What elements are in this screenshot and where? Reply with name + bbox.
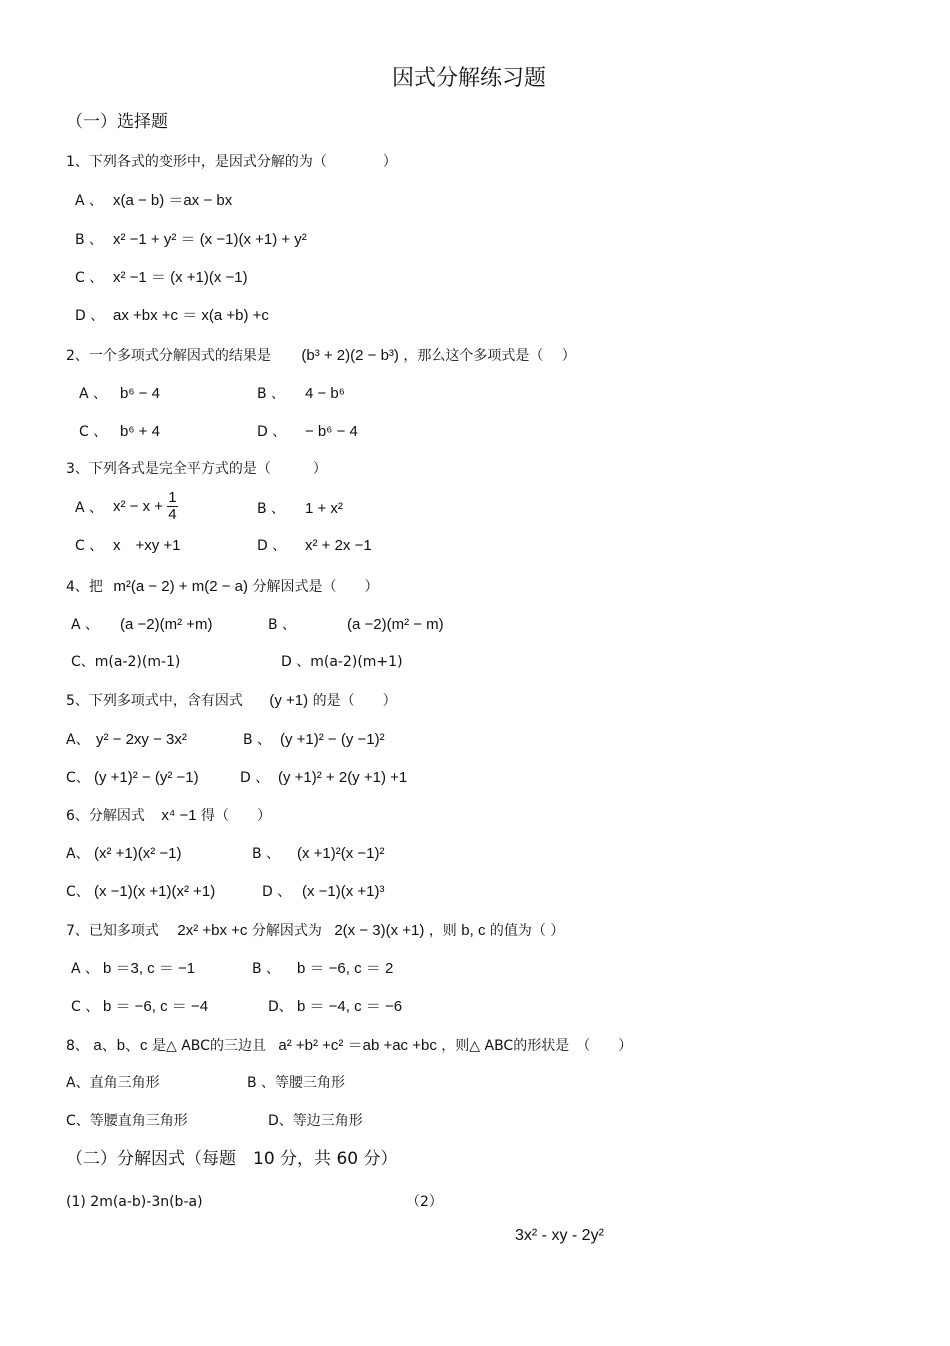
problem-2-label: （2） bbox=[406, 1194, 443, 1210]
question-1-stem: 1、下列各式的变形中，是因式分解的为（ ） bbox=[66, 154, 397, 170]
question-2-stem bbox=[66, 348, 576, 363]
q6-option-b-label: B 、 bbox=[252, 846, 281, 862]
q7-stem-variables: b, c bbox=[461, 922, 486, 939]
q1-option-c: x² −1 ＝ (x +1)(x −1) bbox=[113, 269, 248, 286]
q1-option-d: ax +bx +c ＝ x(a +b) +c bbox=[113, 307, 269, 324]
q6-option-a-label: A、 bbox=[66, 846, 90, 862]
q6-option-c: (x −1)(x +1)(x² +1) bbox=[94, 883, 216, 900]
q2-option-d: − b⁶ − 4 bbox=[305, 423, 358, 440]
question-7-stem bbox=[66, 923, 564, 938]
q6-option-a: (x² +1)(x² −1) bbox=[94, 845, 182, 862]
q4-option-c: C、m(a-2)(m-1) bbox=[71, 654, 181, 670]
q1-option-b-label: B 、 bbox=[75, 232, 104, 248]
problem-2-expression: 3x² - xy - 2y² bbox=[515, 1227, 604, 1244]
q3-option-d-label: D 、 bbox=[257, 538, 287, 554]
q1-option-a-label: A 、 bbox=[75, 193, 104, 209]
q3-option-a-fraction bbox=[167, 490, 177, 523]
q2-option-b: 4 − b⁶ bbox=[305, 385, 345, 402]
page-title: 因式分解练习题 bbox=[392, 66, 547, 91]
question-3-stem: 3、下列各式是完全平方式的是（ ） bbox=[66, 461, 327, 477]
q1-option-c-label: C 、 bbox=[75, 270, 104, 286]
q4-option-a-label: A 、 bbox=[71, 617, 100, 633]
q5-stem-text: 5、下列多项式中，含有因式 bbox=[66, 693, 243, 709]
q3-option-a-label: A 、 bbox=[75, 500, 104, 516]
q8-option-a: A、直角三角形 bbox=[66, 1075, 160, 1091]
fraction-denominator: 4 bbox=[168, 505, 177, 523]
q5-option-b: (y +1)² − (y −1)² bbox=[280, 731, 385, 748]
q5-option-c-label: C、 bbox=[66, 770, 90, 786]
q8-option-c: C、等腰直角三角形 bbox=[66, 1113, 188, 1129]
q6-stem-expression: x⁴ −1 bbox=[161, 807, 197, 824]
q5-option-b-label: B 、 bbox=[243, 732, 272, 748]
q6-option-d: (x −1)(x +1)³ bbox=[302, 883, 385, 900]
q6-option-d-label: D 、 bbox=[262, 884, 292, 900]
q6-stem-text: 6、分解因式 bbox=[66, 808, 145, 824]
q6-option-c-label: C、 bbox=[66, 884, 90, 900]
q1-option-d-label: D 、 bbox=[75, 308, 105, 324]
section-choice-heading: （一）选择题 bbox=[66, 112, 168, 132]
q4-option-d: D 、m(a-2)(m+1) bbox=[281, 654, 403, 670]
q2-option-c: b⁶ + 4 bbox=[120, 423, 160, 440]
q7-stem-tail: 的值为（ ） bbox=[489, 923, 565, 939]
q2-option-a-label: A 、 bbox=[79, 386, 108, 402]
q8-option-d: D、等边三角形 bbox=[268, 1113, 363, 1129]
q8-stem-sides: a、b、c bbox=[93, 1037, 148, 1054]
q8-option-b: B 、等腰三角形 bbox=[247, 1075, 346, 1091]
fraction-numerator: 1 bbox=[168, 489, 177, 506]
q6-stem-tail: 得（ ） bbox=[201, 808, 272, 824]
q7-stem-then: ，则 bbox=[428, 923, 457, 939]
q4-stem-text: 4、把 bbox=[66, 579, 103, 595]
q4-stem-expression: m²(a − 2) + m(2 − a) bbox=[113, 578, 248, 595]
question-6-stem bbox=[66, 808, 271, 823]
question-5-stem bbox=[66, 693, 397, 708]
q7-option-c: b ＝ −6, c ＝ −4 bbox=[103, 998, 209, 1015]
q7-option-c-label: C 、 bbox=[71, 999, 100, 1015]
q7-option-b-label: B 、 bbox=[252, 961, 281, 977]
q7-option-d-label: D、 bbox=[268, 999, 293, 1015]
q5-option-c: (y +1)² − (y² −1) bbox=[94, 769, 199, 786]
question-4-stem bbox=[66, 579, 378, 594]
q6-option-b: (x +1)²(x −1)² bbox=[297, 845, 385, 862]
q1-option-b: x² −1 + y² ＝ (x −1)(x +1) + y² bbox=[113, 231, 307, 248]
q2-stem-text: 2、一个多项式分解因式的结果是 bbox=[66, 348, 271, 364]
q3-option-a-text: x² − x + bbox=[113, 497, 164, 515]
q3-option-a bbox=[113, 490, 178, 523]
q7-option-d: b ＝ −4, c ＝ −6 bbox=[297, 998, 403, 1015]
q7-stem-text: 7、已知多项式 bbox=[66, 923, 159, 939]
q8-stem-number: 8、 bbox=[66, 1038, 89, 1054]
q5-stem-expression: (y +1) bbox=[269, 692, 309, 709]
q7-stem-middle: 分解因式为 bbox=[251, 923, 322, 939]
q5-option-d-label: D 、 bbox=[240, 770, 270, 786]
q8-stem-tail: ，则△ ABC的形状是 （ ） bbox=[441, 1038, 633, 1054]
problem-1: (1) 2m(a-b)-3n(b-a) bbox=[66, 1194, 203, 1210]
q8-stem-equation: a² +b² +c² ＝ab +ac +bc bbox=[278, 1037, 437, 1054]
q1-option-a: x(a − b) ＝ax − bx bbox=[113, 192, 233, 209]
q2-option-d-label: D 、 bbox=[257, 424, 287, 440]
q5-option-a-label: A、 bbox=[66, 732, 90, 748]
q4-option-b: (a −2)(m² − m) bbox=[347, 616, 444, 633]
q3-option-d: x² + 2x −1 bbox=[305, 537, 372, 554]
q2-option-b-label: B 、 bbox=[257, 386, 286, 402]
section-factoring-heading: （二）分解因式（每题 10 分，共 60 分） bbox=[66, 1149, 398, 1169]
q8-stem-middle: 是△ ABC的三边且 bbox=[152, 1038, 266, 1054]
q2-option-a: b⁶ − 4 bbox=[120, 385, 160, 402]
q5-option-a: y² − 2xy − 3x² bbox=[96, 731, 187, 748]
q7-option-a: b ＝3, c ＝ −1 bbox=[103, 960, 196, 977]
question-8-stem bbox=[66, 1038, 632, 1053]
q4-stem-tail: 分解因式是（ ） bbox=[252, 579, 379, 595]
q7-option-b: b ＝ −6, c ＝ 2 bbox=[297, 960, 394, 977]
q7-stem-polynomial: 2x² +bx +c bbox=[177, 922, 248, 939]
q7-stem-factored: 2(x − 3)(x +1) bbox=[334, 922, 425, 939]
q3-option-c: x +xy +1 bbox=[113, 537, 181, 554]
q5-option-d: (y +1)² + 2(y +1) +1 bbox=[278, 769, 408, 786]
q3-option-b-label: B 、 bbox=[257, 501, 286, 517]
q3-option-c-label: C 、 bbox=[75, 538, 104, 554]
q2-option-c-label: C 、 bbox=[79, 424, 108, 440]
q2-stem-expression: (b³ + 2)(2 − b³) bbox=[301, 347, 399, 364]
q4-option-a: (a −2)(m² +m) bbox=[120, 616, 213, 633]
q2-stem-tail: ，那么这个多项式是（ ） bbox=[403, 348, 576, 364]
q3-option-b: 1 + x² bbox=[305, 500, 343, 517]
q5-stem-tail: 的是（ ） bbox=[312, 693, 397, 709]
q7-option-a-label: A 、 bbox=[71, 961, 100, 977]
q4-option-b-label: B 、 bbox=[268, 617, 297, 633]
